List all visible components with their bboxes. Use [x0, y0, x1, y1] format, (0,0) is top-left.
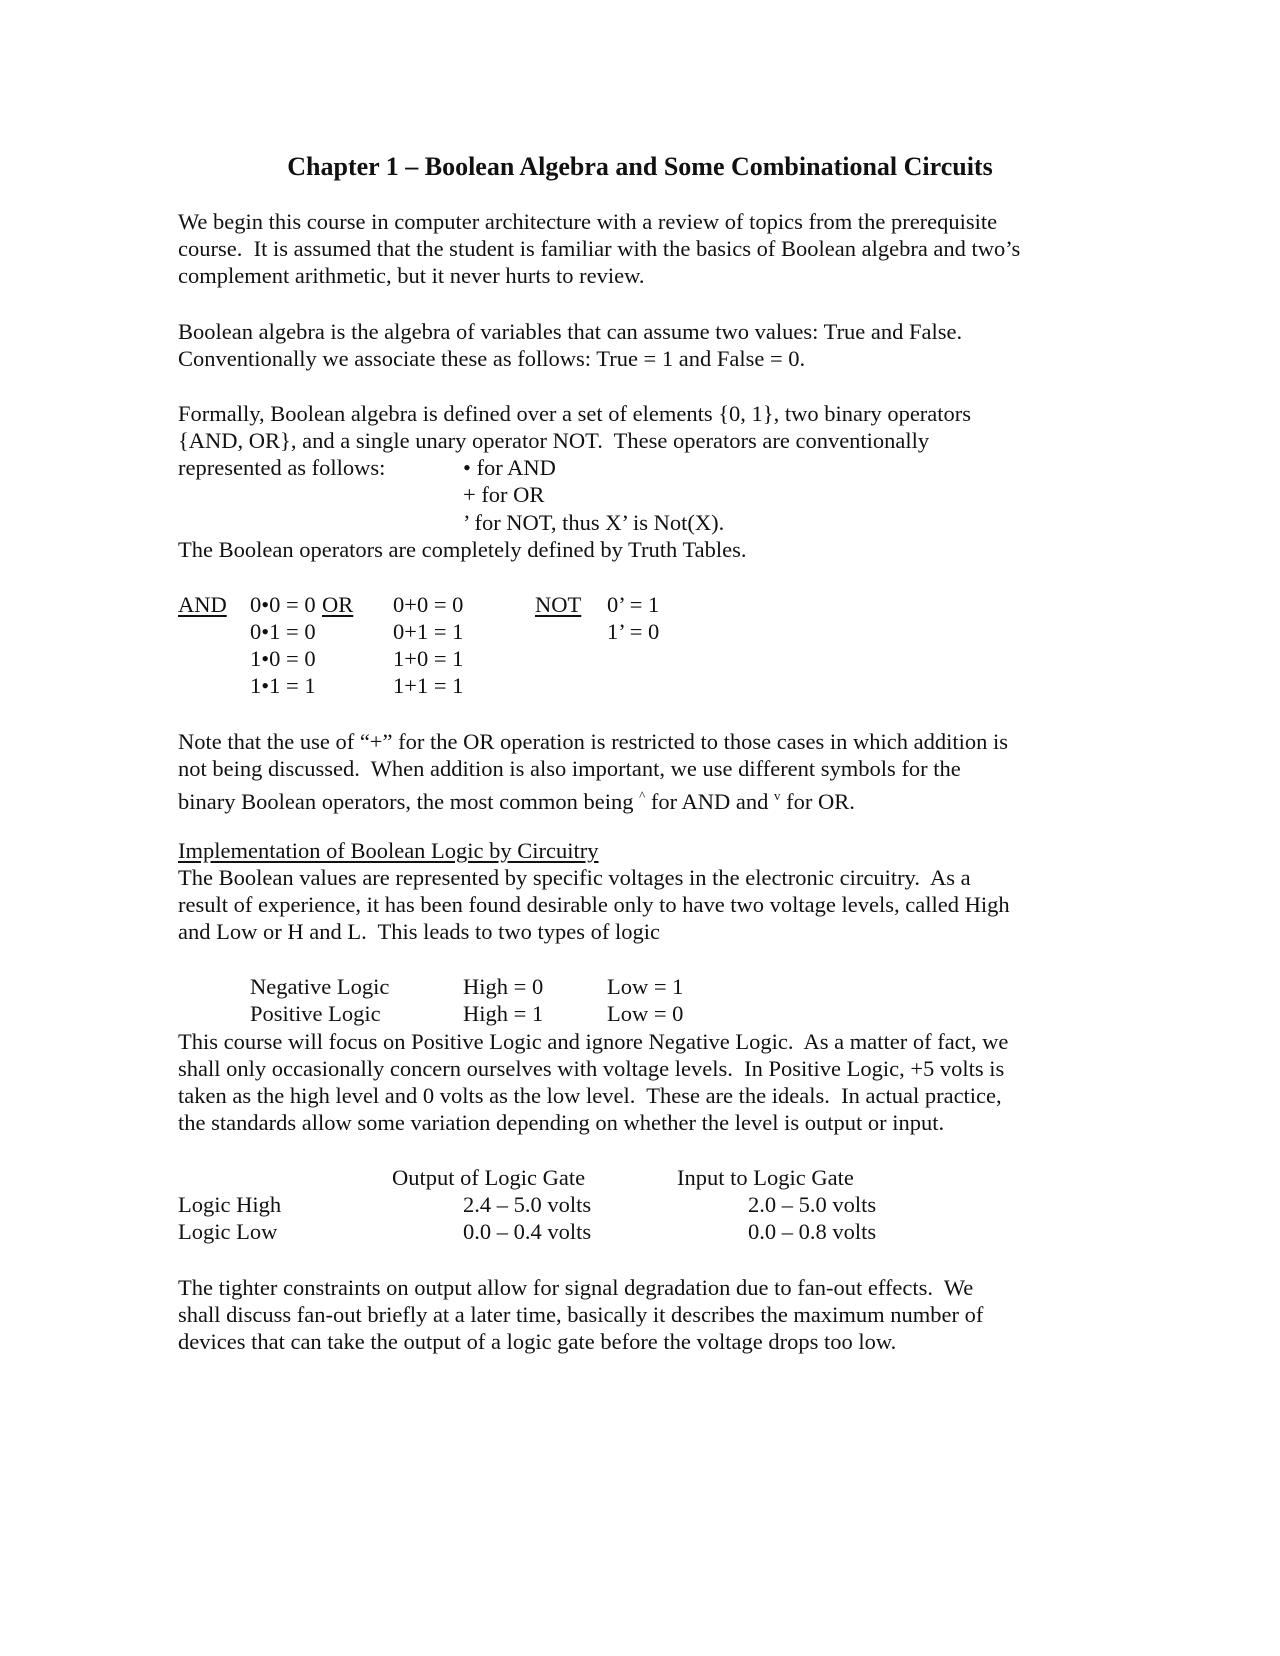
and-row: 0•1 = 0 [250, 619, 316, 644]
section-line-1: The Boolean values are represented by specific voltages in the electronic circuitry. As a [178, 865, 971, 890]
section-line-2: result of experience, it has been found desirable only to have two voltage levels, called High [178, 892, 1010, 917]
logic-type-name: Positive Logic [250, 1001, 381, 1026]
logic-type-name: Negative Logic [250, 974, 390, 999]
formal-closing: The Boolean operators are completely defined by Truth Tables. [178, 537, 747, 562]
not-table-label: NOT [535, 592, 582, 617]
output-range: 0.0 – 0.4 volts [463, 1219, 592, 1244]
section-heading: Implementation of Boolean Logic by Circuitry [178, 838, 599, 863]
page-title: Chapter 1 – Boolean Algebra and Some Combinational Circuits [287, 152, 993, 181]
row-label: Logic High [178, 1192, 282, 1217]
fanout-line-3: devices that can take the output of a logic gate before the voltage drops too low. [178, 1329, 897, 1354]
intro-line-2: course. It is assumed that the student is familiar with the basics of Boolean algebra and two’s [178, 236, 1021, 261]
not-row: 1’ = 0 [607, 619, 660, 644]
input-range: 2.0 – 5.0 volts [748, 1192, 877, 1217]
formal-line-3: represented as follows: [178, 455, 386, 480]
and-row: 1•1 = 1 [250, 673, 316, 698]
or-row: 1+1 = 1 [393, 673, 464, 698]
logic-type-high: High = 0 [463, 974, 544, 999]
input-range: 0.0 – 0.8 volts [748, 1219, 877, 1244]
operator-or: + for OR [463, 482, 545, 507]
intro-line-1: We begin this course in computer architecture with a review of topics from the prerequisite [178, 209, 998, 234]
focus-line-4: the standards allow some variation depending on whether the level is output or input. [178, 1110, 945, 1135]
or-table-label: OR [322, 592, 354, 617]
formal-line-2: {AND, OR}, and a single unary operator NOT. These operators are conventionally [178, 428, 930, 453]
note-text: for OR. [786, 789, 855, 814]
logic-type-low: Low = 1 [607, 974, 684, 999]
operator-and: • for AND [463, 455, 556, 480]
focus-line-1: This course will focus on Positive Logic and ignore Negative Logic. As a matter of fact, we [178, 1029, 1009, 1054]
section-line-3: and Low or H and L. This leads to two types of logic [178, 919, 661, 944]
row-label: Logic Low [178, 1219, 278, 1244]
and-table-label: AND [178, 592, 227, 617]
logic-type-low: Low = 0 [607, 1001, 684, 1026]
boolean-def-line-2: Conventionally we associate these as follows: True = 1 and False = 0. [178, 346, 806, 371]
or-vee-symbol: v [774, 788, 781, 803]
and-row: 1•0 = 0 [250, 646, 316, 671]
note-line-1: Note that the use of “+” for the OR operation is restricted to those cases in which addition is [178, 729, 1008, 754]
or-row: 0+0 = 0 [393, 592, 464, 617]
column-header-input: Input to Logic Gate [677, 1165, 854, 1190]
note-line-3 [178, 782, 855, 816]
fanout-line-2: shall discuss fan-out briefly at a later time, basically it describes the maximum number of [178, 1302, 984, 1327]
operator-not: ’ for NOT, thus X’ is Not(X). [463, 510, 725, 535]
or-row: 1+0 = 1 [393, 646, 464, 671]
boolean-def-line-1: Boolean algebra is the algebra of variables that can assume two values: True and False. [178, 319, 963, 344]
or-row: 0+1 = 1 [393, 619, 464, 644]
intro-line-3: complement arithmetic, but it never hurts to review. [178, 263, 645, 288]
note-text: for AND and [650, 789, 769, 814]
fanout-line-1: The tighter constraints on output allow for signal degradation due to fan-out effects. We [178, 1275, 974, 1300]
column-header-output: Output of Logic Gate [392, 1165, 586, 1190]
and-row: 0•0 = 0 [250, 592, 316, 617]
formal-line-1: Formally, Boolean algebra is defined over a set of elements {0, 1}, two binary operators [178, 401, 972, 426]
logic-type-high: High = 1 [463, 1001, 544, 1026]
not-row: 0’ = 1 [607, 592, 660, 617]
note-line-2: not being discussed. When addition is also important, we use different symbols for the [178, 756, 961, 781]
note-text: binary Boolean operators, the most common being [178, 789, 634, 814]
output-range: 2.4 – 5.0 volts [463, 1192, 592, 1217]
focus-line-3: taken as the high level and 0 volts as the low level. These are the ideals. In actual practice, [178, 1083, 1002, 1108]
and-wedge-symbol: ^ [639, 788, 646, 803]
focus-line-2: shall only occasionally concern ourselves with voltage levels. In Positive Logic, +5 volts is [178, 1056, 1005, 1081]
